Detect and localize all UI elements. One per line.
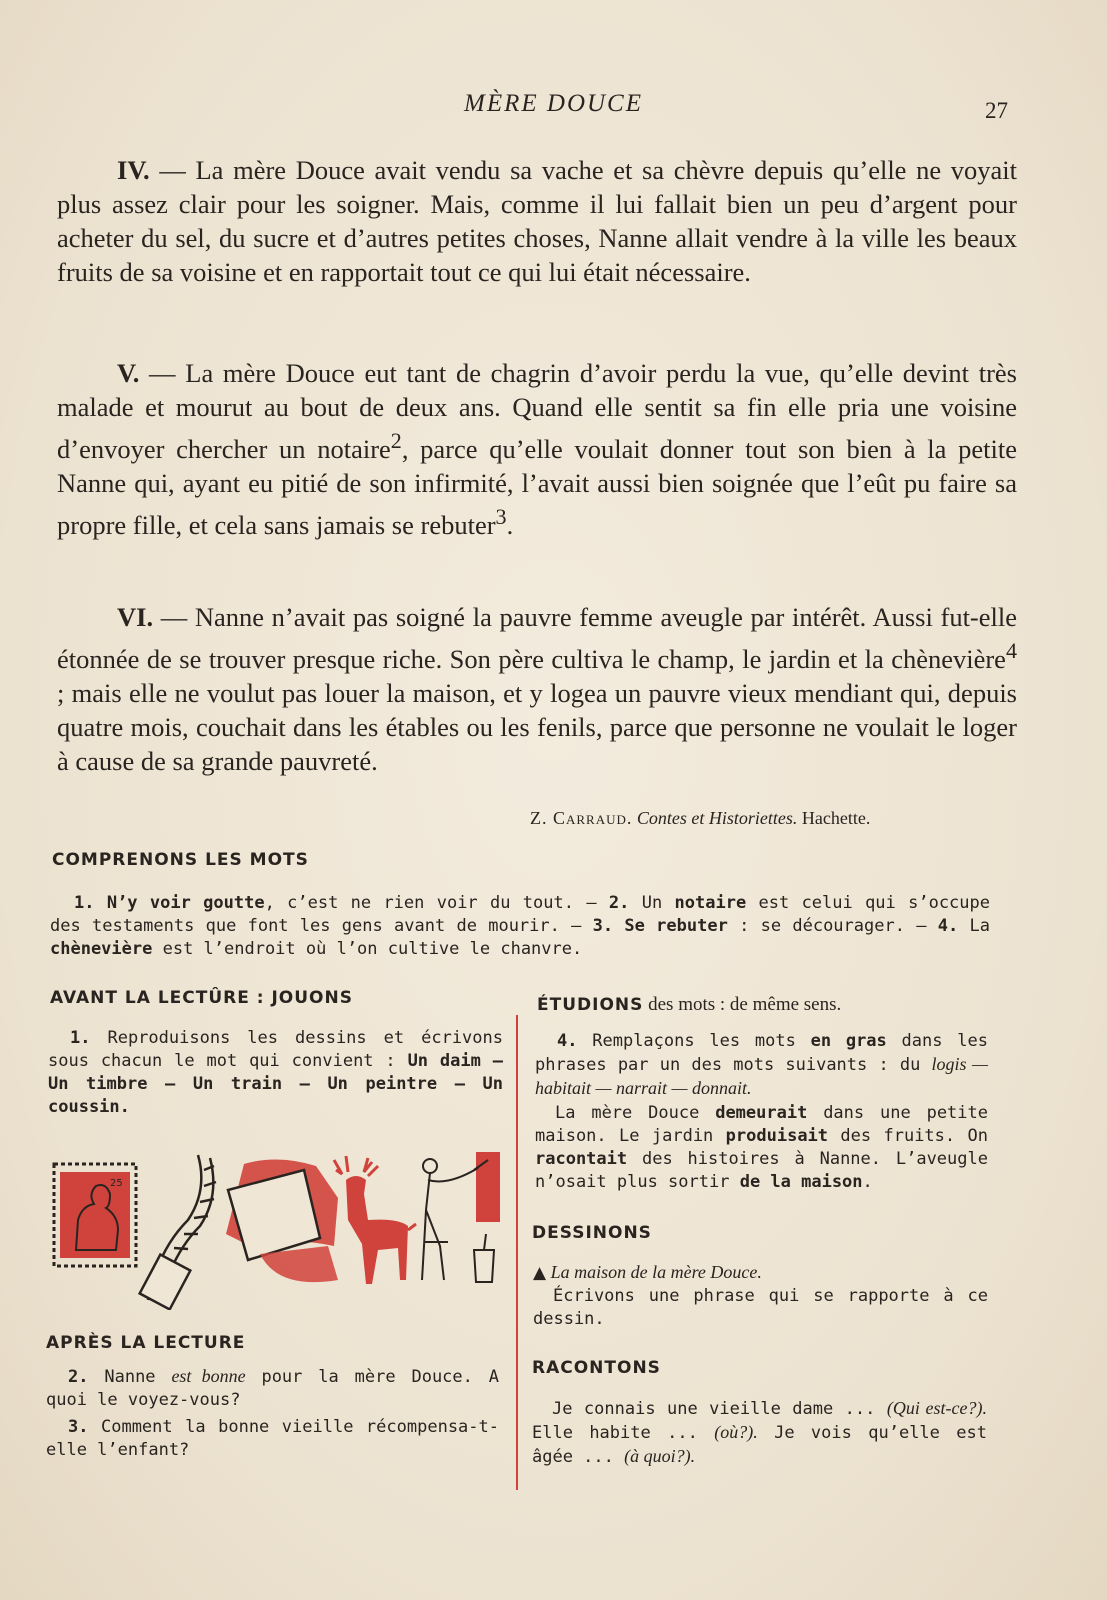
sentence-text: .	[862, 1172, 873, 1192]
question-2	[46, 1365, 499, 1412]
footnote-ref: 3	[495, 503, 507, 529]
sentence-bold: racontait	[535, 1149, 628, 1169]
dessinons-text	[533, 1285, 988, 1331]
note-term: notaire	[674, 893, 747, 913]
note-text: : se décourager. —	[727, 916, 938, 936]
note-text: Un	[629, 893, 675, 913]
exercise-words: Un daim — Un timbre — Un train — Un peintre — Un coussin.	[48, 1051, 503, 1117]
prompt-text: Elle habite ...	[532, 1423, 715, 1443]
prompt-text: Je connais une vieille dame ...	[552, 1399, 887, 1419]
exercise-4-sentences	[535, 1102, 988, 1194]
note-text: La	[958, 916, 990, 936]
painter-drawing	[422, 1152, 500, 1282]
exercise-number: 4.	[557, 1031, 578, 1051]
attribution-publisher: Hachette.	[801, 808, 871, 828]
prompt-hint: (à quoi?).	[624, 1446, 696, 1466]
paragraph-text: , parce qu’elle voulait donner tout son bien à la petite Nanne qui, ayant eu pitié de son infirmité, l’avait aussi bien soignée que l’eût pu faire sa propre fille, et cela sans jamais se rebuter	[57, 433, 1017, 540]
note-number: 2.	[608, 893, 630, 913]
note-number: 3.	[592, 916, 614, 936]
sentence-text: dans une petite maison. Le jardin	[535, 1103, 988, 1146]
sentence-bold: produisait	[725, 1126, 829, 1146]
note-term: chènevière	[50, 939, 153, 959]
exercise-text: dans les phrases par un des mots suivants : du	[535, 1031, 988, 1075]
word-choices: — habitait — narrait — donnait.	[535, 1054, 988, 1098]
triangle-icon: ▲	[533, 1263, 547, 1283]
question-number: 3.	[68, 1417, 89, 1437]
deer-drawing	[334, 1156, 416, 1284]
task-text: Écrivons une phrase qui se rapporte à ce dessin.	[533, 1286, 988, 1329]
paragraph-number: VI.	[117, 602, 154, 632]
section-heading-racontons: RACONTONS	[532, 1358, 661, 1378]
section-heading-etudions	[537, 993, 992, 1017]
attribution-author: Z. Carraud.	[530, 808, 633, 828]
note-term: N’y voir goutte	[106, 893, 265, 913]
paragraph-text: — La mère Douce avait vendu sa vache et sa chèvre depuis qu’elle ne voyait plus assez clair pour les soigner. Mais, comme il lui fallait bien un peu d’argent pour acheter du sel, du sucre et d’autres petites choses, Nanne allait vendre à la ville les beaux fruits de sa voisine et en rapportait tout ce qui lui était nécessaire.	[57, 155, 1017, 287]
exercise-1	[48, 1027, 503, 1119]
heading-rest: des mots : de même sens.	[643, 994, 842, 1015]
section-heading-dessinons: DESSINONS	[532, 1223, 652, 1243]
note-text: est celui qui s’occupe des testaments que font les gens avant de mourir. —	[50, 893, 990, 936]
paragraph-text: ; mais elle ne voulut pas louer la maison, et y logea un pauvre vieux mendiant qui, depuis quatre mois, couchait dans les étables ou les fenils, parce que personne ne voulait le loger à cause de sa grande pauvreté.	[57, 677, 1017, 776]
paragraph-text: .	[506, 509, 514, 540]
prompt-hint: (Qui est-ce?).	[886, 1398, 988, 1418]
exercise-illustration	[48, 1150, 508, 1310]
paragraph-text: — Nanne n’avait pas soigné la pauvre femme aveugle par intérêt. Aussi fut-elle étonnée de se trouver presque riche. Son père cultiva le champ, le jardin et la chènevière	[57, 602, 1017, 674]
sentence-text: des fruits. On	[828, 1126, 988, 1146]
sentence-bold: demeurait	[715, 1103, 808, 1123]
question-number: 2.	[68, 1367, 89, 1387]
racontons-text	[532, 1397, 987, 1469]
note-number: 1.	[74, 893, 95, 913]
source-attribution	[530, 808, 870, 829]
vocabulary-notes	[50, 892, 990, 961]
note-term: Se rebuter	[613, 916, 728, 936]
section-heading-apres: APRÈS LA LECTURE	[46, 1333, 246, 1353]
paragraph-number: IV.	[117, 155, 150, 185]
task-title: La maison de la mère Douce.	[546, 1262, 762, 1282]
sentence-bold: de la maison	[739, 1172, 863, 1192]
question-emphasis: est bonne	[171, 1366, 246, 1386]
exercise-emphasis: en gras	[810, 1031, 887, 1051]
exercise-number: 1.	[70, 1028, 91, 1048]
question-3	[46, 1416, 499, 1462]
dessinons-task	[533, 1261, 988, 1285]
exercise-text: Remplaçons les mots	[577, 1031, 811, 1051]
cushion-drawing	[226, 1159, 338, 1282]
exercise-text: Reproduisons les dessins et écrivons sous chacun le mot qui convient :	[48, 1028, 503, 1071]
heading-bold: ÉTUDIONS	[537, 995, 644, 1015]
question-text: Comment la bonne vieille récompensa-t-elle l’enfant?	[46, 1417, 499, 1460]
note-text: , c’est ne rien voir du tout. —	[264, 893, 609, 913]
running-header-title: MÈRE DOUCE	[464, 90, 643, 117]
sentence-text: La mère Douce	[555, 1103, 716, 1123]
stamp-drawing	[54, 1164, 136, 1266]
story-paragraph-iv	[57, 153, 1017, 289]
paragraph-number: V.	[117, 358, 140, 388]
train-drawing	[140, 1155, 216, 1309]
column-divider	[516, 1015, 518, 1490]
question-text: Nanne	[88, 1367, 172, 1387]
attribution-title: Contes et Historiettes.	[636, 808, 798, 828]
page-number: 27	[985, 98, 1008, 123]
section-heading-comprenons: COMPRENONS LES MOTS	[52, 850, 309, 870]
note-text: est l’endroit où l’on cultive le chanvre.	[152, 939, 583, 959]
footnote-ref: 2	[390, 428, 402, 453]
word-choice: logis	[931, 1054, 967, 1074]
sentence-text: des histoires à Nanne. L’aveugle n’osait plus sortir	[535, 1149, 988, 1192]
paragraph-text: — La mère Douce eut tant de chagrin d’avoir perdu la vue, qu’elle devint très malade et mourut au bout de deux ans. Quand elle sentit sa fin elle pria une voisine d’envoyer chercher un notaire	[57, 358, 1017, 464]
question-text: pour la mère Douce. A quoi le voyez-vous?	[46, 1367, 499, 1410]
prompt-text: Je vois qu’elle est âgée ...	[532, 1423, 987, 1467]
footnote-ref: 4	[1005, 638, 1017, 663]
story-paragraph-v	[57, 356, 1017, 542]
stamp-value: 25	[110, 1178, 123, 1189]
section-heading-avant: AVANT LA LECTÛRE : JOUONS	[50, 988, 353, 1008]
note-number: 4.	[937, 916, 959, 936]
story-paragraph-vi	[57, 600, 1017, 778]
prompt-hint: (où?).	[714, 1422, 758, 1442]
exercise-4	[535, 1030, 988, 1101]
